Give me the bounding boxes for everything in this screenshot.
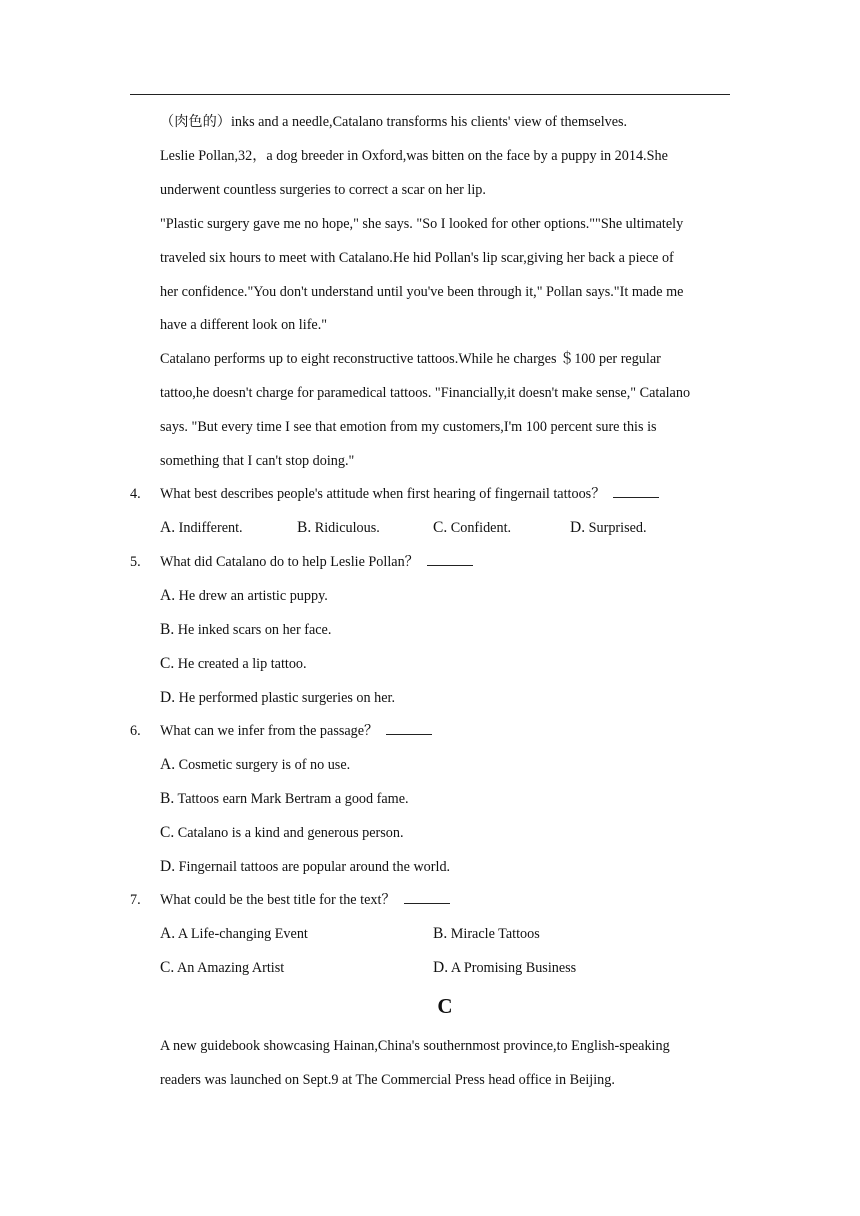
passage-line: her confidence."You don't understand until you've been through it," Pollan says."It made me bbox=[160, 284, 684, 300]
option-c[interactable]: C. Confident. bbox=[433, 519, 512, 536]
passage-line: Leslie Pollan,32，a dog breeder in Oxford,was bitten on the face by a puppy in 2014.She bbox=[160, 148, 668, 164]
question-text: What best describes people's attitude when first hearing of fingernail tattoos？ bbox=[160, 486, 606, 502]
passage-line: traveled six hours to meet with Catalano.He hid Pollan's lip scar,giving her back a piece of bbox=[160, 250, 674, 266]
option-a[interactable]: A. Indifferent. bbox=[160, 519, 243, 536]
question-number: 6. bbox=[130, 723, 141, 739]
option-d[interactable]: D. A Promising Business bbox=[433, 959, 577, 976]
option-a[interactable]: A. Cosmetic surgery is of no use. bbox=[160, 756, 351, 773]
header-rule bbox=[130, 94, 730, 95]
question-number: 4. bbox=[130, 486, 141, 502]
option-d[interactable]: D. Fingernail tattoos are popular around the world. bbox=[160, 858, 451, 875]
answer-blank[interactable] bbox=[386, 722, 432, 735]
passage-line: have a different look on life." bbox=[160, 317, 328, 333]
option-d[interactable]: D. Surprised. bbox=[570, 519, 647, 536]
option-c[interactable]: C. He created a lip tattoo. bbox=[160, 655, 307, 672]
option-b[interactable]: B. He inked scars on her face. bbox=[160, 621, 332, 638]
option-b[interactable]: B. Ridiculous. bbox=[297, 519, 380, 536]
passage-line: readers was launched on Sept.9 at The Commercial Press head office in Beijing. bbox=[160, 1072, 615, 1088]
passage-line: underwent countless surgeries to correct a scar on her lip. bbox=[160, 182, 486, 198]
passage-line: Catalano performs up to eight reconstructive tattoos.While he charges ＄100 per regular bbox=[160, 351, 661, 367]
answer-blank[interactable] bbox=[427, 553, 473, 566]
passage-line: "Plastic surgery gave me no hope," she says. "So I looked for other options.""She ultimately bbox=[160, 216, 684, 232]
question-text: What did Catalano do to help Leslie Pollan？ bbox=[160, 554, 419, 570]
option-a[interactable]: A. A Life-changing Event bbox=[160, 925, 308, 942]
option-c[interactable]: C. Catalano is a kind and generous person. bbox=[160, 824, 404, 841]
passage-line: A new guidebook showcasing Hainan,China's southernmost province,to English-speaking bbox=[160, 1038, 670, 1054]
question-text: What could be the best title for the text？ bbox=[160, 892, 396, 908]
question-stem bbox=[160, 722, 432, 740]
option-b[interactable]: B. Tattoos earn Mark Bertram a good fame. bbox=[160, 790, 409, 807]
question-number: 5. bbox=[130, 554, 141, 570]
question-text: What can we infer from the passage？ bbox=[160, 723, 379, 739]
answer-blank[interactable] bbox=[404, 891, 450, 904]
question-number: 7. bbox=[130, 892, 141, 908]
question-stem bbox=[160, 553, 473, 571]
passage-line: （肉色的）inks and a needle,Catalano transforms his clients' view of themselves. bbox=[160, 114, 628, 130]
answer-blank[interactable] bbox=[613, 485, 659, 498]
option-a[interactable]: A. He drew an artistic puppy. bbox=[160, 587, 328, 604]
passage-line: tattoo,he doesn't charge for paramedical tattoos. "Financially,it doesn't make sense," Catalano bbox=[160, 385, 691, 401]
option-c[interactable]: C. An Amazing Artist bbox=[160, 959, 285, 976]
question-stem bbox=[160, 891, 450, 909]
section-heading: C bbox=[437, 994, 453, 1018]
passage-line: something that I can't stop doing." bbox=[160, 453, 355, 469]
option-d[interactable]: D. He performed plastic surgeries on her. bbox=[160, 689, 396, 706]
question-stem bbox=[160, 485, 659, 503]
option-b[interactable]: B. Miracle Tattoos bbox=[433, 925, 540, 942]
passage-line: says. "But every time I see that emotion from my customers,I'm 100 percent sure this is bbox=[160, 419, 657, 435]
